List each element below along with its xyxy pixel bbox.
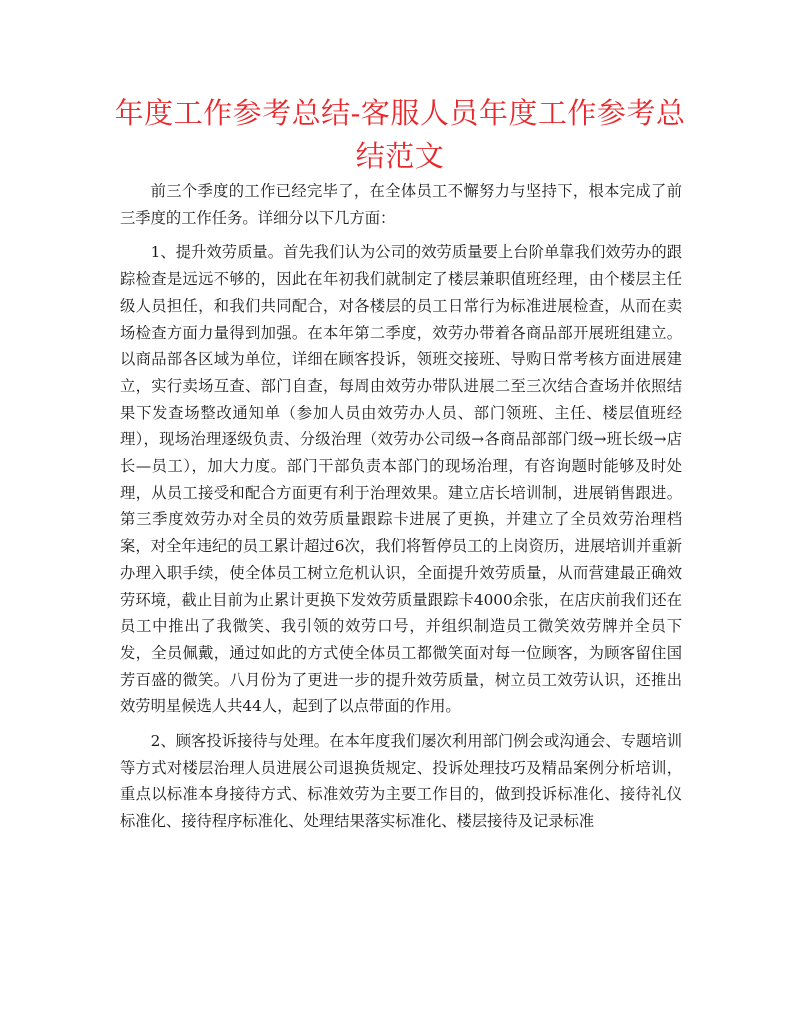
- document-body: [120, 178, 682, 843]
- paragraph-service-quality: 1、提升效劳质量。首先我们认为公司的效劳质量要上台阶单靠我们效劳办的跟踪检查是远远不够的，因此在年初我们就制定了楼层兼职值班经理，由个楼层主任级人员担任，和我们共同配合，对各楼层的员工日常行为标准进展检查，从而在卖场检查方面力量得到加强。在本年第二季度，效劳办带着各商品部开展班组建立。以商品部各区域为单位，详细在顾客投诉，领班交接班、导购日常考核方面进展建立，实行卖场互查、部门自查，每周由效劳办带队进展二至三次结合查场并依照结果下发查场整改通知单（参加人员由效劳办人员、部门领班、主任、楼层值班经理），现场治理逐级负责、分级治理（效劳办公司级→各商品部部门级→班长级→店长—员工），加大力度。部门干部负责本部门的现场治理，有咨询题时能够及时处理，从员工接受和配合方面更有利于治理效果。建立店长培训制，进展销售跟进。第三季度效劳办对全员的效劳质量跟踪卡进展了更换，并建立了全员效劳治理档案，对全年违纪的员工累计超过6次，我们将暂停员工的上岗资历，进展培训并重新办理入职手续，使全体员工树立危机认识，全面提升效劳质量，从而营建最正确效劳环境，截止目前为止累计更换下发效劳质量跟踪卡4000余张，在店庆前我们还在员工中推出了我微笑、我引领的效劳口号，并组织制造员工微笑效劳牌并全员下发，全员佩戴，通过如此的方式使全体员工都微笑面对每一位顾客，为顾客留住国芳百盛的微笑。八月份为了更进一步的提升效劳质量，树立员工效劳认识，还推出效劳明星候选人共44人，起到了以点带面的作用。: [120, 243, 682, 716]
- paragraph-complaints: 2、顾客投诉接待与处理。在本年度我们屡次利用部门例会或沟通会、专题培训等方式对楼层治理人员进展公司退换货规定、投诉处理技巧及精品案例分析培训，重点以标准本身接待方式、标准效劳为主要工作目的，做到投诉标准化、接待礼仪标准化、接待程序标准化、处理结果落实标准化、楼层接待及记录标准: [120, 732, 682, 831]
- paragraph-intro: 前三个季度的工作已经完毕了，在全体员工不懈努力与坚持下，根本完成了前三季度的工作任务。详细分以下几方面：: [120, 182, 682, 227]
- document-title: 年度工作参考总结-客服人员年度工作参考总结范文: [114, 96, 686, 173]
